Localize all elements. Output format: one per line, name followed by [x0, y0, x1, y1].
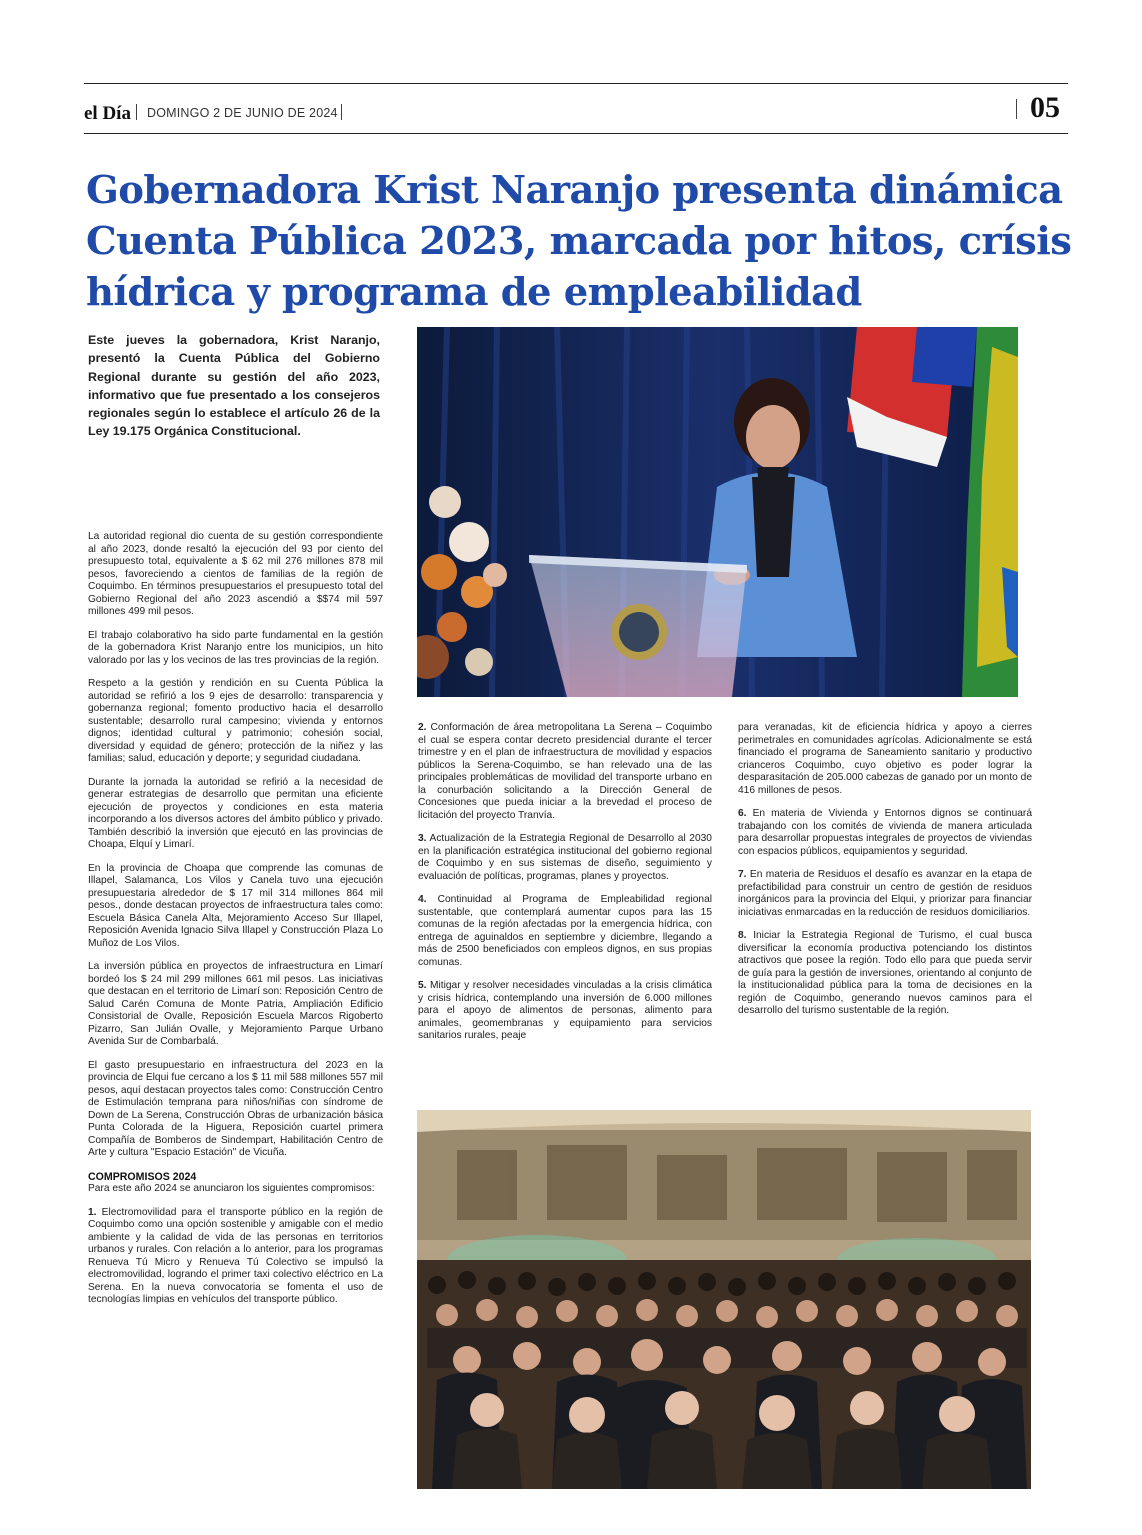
paragraph: En la provincia de Choapa que comprende las comunas de Illapel, Salamanca, Los Vilos y Canela tuvo una ejecución presupuestaria alrededor de $ 17 mil 314 millones 864 mil pesos., donde destacan proyectos de infraestructura tales como: Escuela Básica Canela Alta, Mejoramiento Acceso Sur Illapel, Reposición Avenida Ignacio Silva Illapel y Construcción Plaza Lo Muñoz de Los Vilos.: [88, 862, 383, 949]
commitment-item: [738, 930, 1032, 1018]
article-lead: Este jueves la gobernadora, Krist Naranjo, presentó la Cuenta Pública del Gobierno Regional durante su gestión del año 2023, informativo que fue presentado a los consejeros regionales según lo establece el artículo 26 de la Ley 19.175 Orgánica Constitucional.: [88, 333, 380, 439]
issue-date: DOMINGO 2 DE JUNIO DE 2024: [147, 106, 338, 120]
paragraph: El gasto presupuestario en infraestructura del 2023 en la provincia de Elqui fue cercano a los $ 11 mil 588 millones 557 mil pesos, aquí destacan proyectos tales como: Construcción Centro de Estimulación temprana para niños/niñas con síndrome de Down de La Serena, Construcción Obras de urbanización básica Punta Colorada de la Higuera, Reposición cuartel primera Compañía de Bomberos de Sindempart, Habilitación Centro de Arte y cultura "Espacio Estación" de Vicuña.: [88, 1059, 383, 1158]
paragraph: La autoridad regional dio cuenta de su gestión correspondiente al año 2023, donde resaltó la ejecución del 93 por ciento del presupuesto total, equivalente a $ 62 mil 276 millones 878 mil pesos, favoreciendo a cientos de familias de la región de Coquimbo. En términos presupuestarios el presupuesto total del Gobierno Regional del año 2023 ascendió a $$74 mil 597 millones 499 mil pesos.: [88, 531, 383, 617]
commitment-number: 8.: [738, 930, 747, 941]
commitment-item: [88, 1207, 383, 1307]
paragraph: Para este año 2024 se anunciaron los siguientes compromisos:: [88, 1183, 375, 1194]
commitment-number: 5.: [418, 980, 427, 991]
commitment-text: Actualización de la Estrategia Regional de Desarrollo al 2030 en la planificación estratégica institucional del gobierno regional de Coquimbo y en sus sistemas de diseño, seguimiento y evaluación de políticas, programas, planes y proyectos.: [418, 833, 712, 882]
commitment-text: En materia de Residuos el desafío es avanzar en la etapa de prefactibilidad para construir un centro de gestión de residuos inorgánicos para la provincia del Elqui, y priorizar para financiar iniciativas enmarcadas en la reducción de residuos domiciliarios.: [738, 869, 1032, 918]
page-number: 05: [1030, 91, 1060, 124]
article-headline: Gobernadora Krist Naranjo presenta dinámica Cuenta Pública 2023, marcada por hitos, crísis hídrica y programa de empleabilidad: [86, 168, 1072, 315]
header-bottom-rule: [84, 133, 1068, 134]
commitment-number: 6.: [738, 808, 747, 819]
commitment-text: Electromovilidad para el transporte público en la región de Coquimbo como una opción sostenible y amigable con el medio ambiente y la calidad de vida de las personas en territorios urbanos y rurales. Con relación a lo anterior, para los programas Renueva Tú Micro y Renueva Tú Colectivo se impulsó la electromovilidad, logrando el primer taxi colectivo eléctrico en La Serena. En la nueva convocatoria se fomenta el uso de tecnologías limpias en vehículos del transporte público.: [88, 1206, 383, 1305]
header-divider: [341, 104, 342, 120]
column-left: [88, 531, 383, 1318]
header-top-rule: [84, 83, 1068, 84]
paragraph: Durante la jornada la autoridad se refirió a la necesidad de generar estrategias de desarrollo que permitan una eficiente ejecución de proyectos y condiciones en esta materia incorporando a los diversos actores del ámbito público y privado. También describió la inversión que ejecutó en las provincias de Choapa, Elquí y Limarí.: [88, 776, 383, 850]
header-divider: [136, 104, 137, 120]
commitment-number: 1.: [88, 1206, 97, 1218]
header-divider: [1016, 99, 1017, 119]
commitment-number: 4.: [418, 894, 427, 905]
commitment-text: Mitigar y resolver necesidades vinculadas a la crisis climática y crisis hídrica, contemplando una inversión de 6.000 millones para el apoyo de alimentos de personas, alimento para animales, geomembranas y equipamiento para servicios sanitarios rurales, peaje: [418, 980, 712, 1041]
photo-audience-hall: [417, 1110, 1031, 1489]
commitment-item: [418, 980, 712, 1043]
governor-podium-illustration: [417, 327, 1018, 697]
commitment-number: 7.: [738, 869, 747, 880]
commitment-item: [418, 722, 712, 822]
commitment-text: Continuidad al Programa de Empleabilidad regional sustentable, que contemplará aumentar cupos para las 15 comunas de la región afectadas por la emergencia hídrica, con entrega de aguinaldos en septiembre y diciembre, llegando a más de 2500 beneficiados con empleos dignos, en sus propias comunas.: [418, 894, 712, 968]
masthead-logo: el Día: [84, 103, 131, 124]
commitment-item: [738, 808, 1032, 858]
photo-governor-podium: [417, 327, 1018, 697]
commitment-item: [418, 894, 712, 969]
paragraph: El trabajo colaborativo ha sido parte fundamental en la gestión de la gobernadora Krist Naranjo entre los municipios, un hito valorado por las y los vecinos de las tres provincias de la región.: [88, 629, 383, 666]
column-middle: [418, 722, 712, 1054]
commitment-continuation: para veranadas, kit de eficiencia hídrica y apoyo a cierres perimetrales en comunidades agrícolas. Adicionalmente se está financiado el programa de Saneamiento sanitario y productivo crianceros Coquimbo, cuyo objetivo es poder lograr la desparasitación de 205.000 cabezas de ganado por un monto de 416 millones de pesos.: [738, 722, 1032, 796]
commitment-number: 3.: [418, 833, 427, 844]
column-right: [738, 722, 1032, 1029]
commitment-text: Iniciar la Estrategia Regional de Turismo, el cual busca diversificar la economía productiva potenciando los distintos atractivos que posee la región. Todo ello para que pueda servir de guía para la gestión de inversiones, orientando al conjunto de la institucionalidad pública para la toma de decisiones en la región de Coquimbo, generando nuevos caminos para el desarrollo del turismo sustentable de la región.: [738, 930, 1032, 1016]
commitment-text: En materia de Vivienda y Entornos dignos se continuará trabajando con los comités de vivienda de manera articulada para desarrollar propuestas integrales de proyectos de viviendas con espacios públicos, equipamientos y seguridad.: [738, 808, 1032, 857]
section-subhead: COMPROMISOS 2024: [88, 1170, 197, 1183]
paragraph: La inversión pública en proyectos de infraestructura en Limarí bordeó los $ 24 mil 299 millones 661 mil pesos. Las iniciativas que destacan en el territorio de Limarí son: Reposición Centro de Salud Carén Comuna de Monte Patria, Ampliación Edificio Consistorial de Ovalle, Reposición Escuela Marcos Rigoberto Pizarro, San Julián Ovalle, y Mejoramiento Parque Urbano Avenida Sur de Combarbalá.: [88, 961, 383, 1047]
commitment-item: [738, 869, 1032, 919]
paragraph: Respeto a la gestión y rendición en su Cuenta Pública la autoridad se refirió a los 9 ejes de desarrollo: transparencia y gobernanza regional; fomento productivo hacia el desarrollo sustentable; desarrollo rural campesino; vivienda y entornos dignos; identidad cultural y patrimonio; cohesión social, diversidad y equidad de género; protección de la niñez y las familias; salud, educación y deporte; y seguridad ciudadana.: [88, 678, 383, 764]
audience-hall-illustration: [417, 1110, 1031, 1489]
commitment-text: Conformación de área metropolitana La Serena – Coquimbo el cual se espera contar decreto presidencial durante el tercer trimestre y en el plan de infraestructura de movilidad y espacios públicos la Serena-Coquimbo, se han relevado una de las principales problemáticas de movilidad del transporte urbano en la conurbación solicitando a la Dirección General de Concesiones que pueda iniciar a la brevedad el proceso de licitación del proyecto Tranvía.: [418, 722, 712, 821]
commitment-number: 2.: [418, 722, 427, 733]
commitment-item: [418, 833, 712, 883]
